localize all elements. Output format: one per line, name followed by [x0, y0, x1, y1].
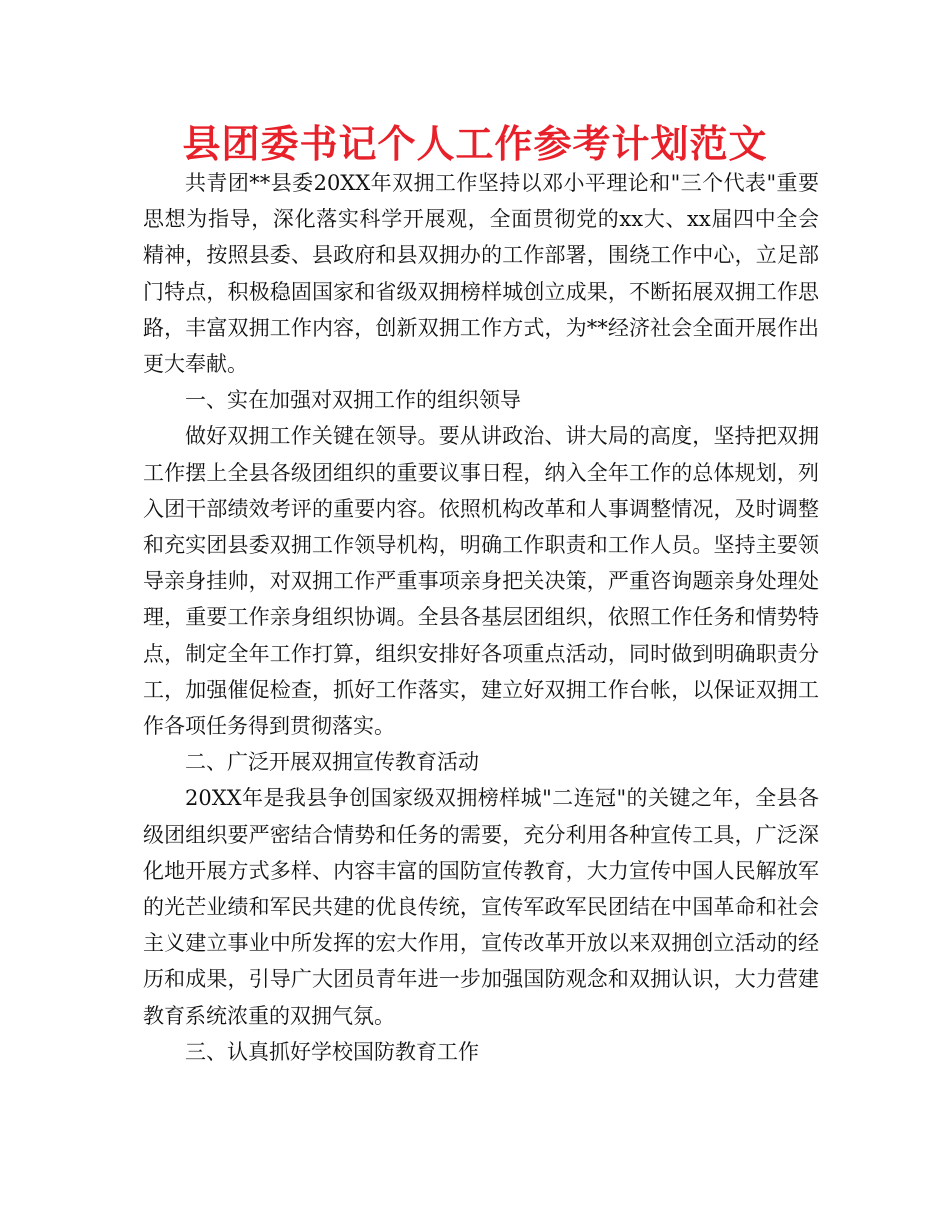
section-heading-1: 一、实在加强对双拥工作的组织领导 [185, 388, 521, 413]
section-heading-3: 三、认真抓好学校国防教育工作 [185, 1039, 479, 1064]
document-body [143, 165, 819, 1070]
document-title: 县团委书记个人工作参考计划范文 [182, 122, 768, 166]
section-2-paragraph: 20XX年是我县争创国家级双拥榜样城"二连冠"的关键之年，全县各级团组织要严密结合情势和任务的需要，充分利用各种宣传工具，广泛深化地开展方式多样、内容丰富的国防宣传教育，大力宣传中国人民解放军的光芒业绩和军民共建的优良传统，宣传军政军民团结在中国革命和社会主义建立事业中所发挥的宏大作用，宣传改革开放以来双拥创立活动的经历和成果，引导广大团员青年进一步加强国防观念和双拥认识，大力营建教育系统浓重的双拥气氛。 [143, 786, 819, 1028]
intro-paragraph: 共青团**县委20XX年双拥工作坚持以邓小平理论和"三个代表"重要思想为指导，深化落实科学开展观，全面贯彻党的xx大、xx届四中全会精神，按照县委、县政府和县双拥办的工作部署，围绕工作中心，立足部门特点，积极稳固国家和省级双拥榜样城创立成果，不断拓展双拥工作思路，丰富双拥工作内容，创新双拥工作方式，为**经济社会全面开展作出更大奉献。 [143, 171, 819, 377]
section-heading-2: 二、广泛开展双拥宣传教育活动 [185, 750, 479, 775]
section-1-paragraph: 做好双拥工作关键在领导。要从讲政治、讲大局的高度，坚持把双拥工作摆上全县各级团组织的重要议事日程，纳入全年工作的总体规划，列入团干部绩效考评的重要内容。依照机构改革和人事调整情况，及时调整和充实团县委双拥工作领导机构，明确工作职责和工作人员。坚持主要领导亲身挂帅，对双拥工作严重事项亲身把关决策，严重咨询题亲身处理处理，重要工作亲身组织协调。全县各基层团组织，依照工作任务和情势特点，制定全年工作打算，组织安排好各项重点活动，同时做到明确职责分工，加强催促检查，抓好工作落实，建立好双拥工作台帐，以保证双拥工作各项任务得到贯彻落实。 [143, 424, 819, 739]
